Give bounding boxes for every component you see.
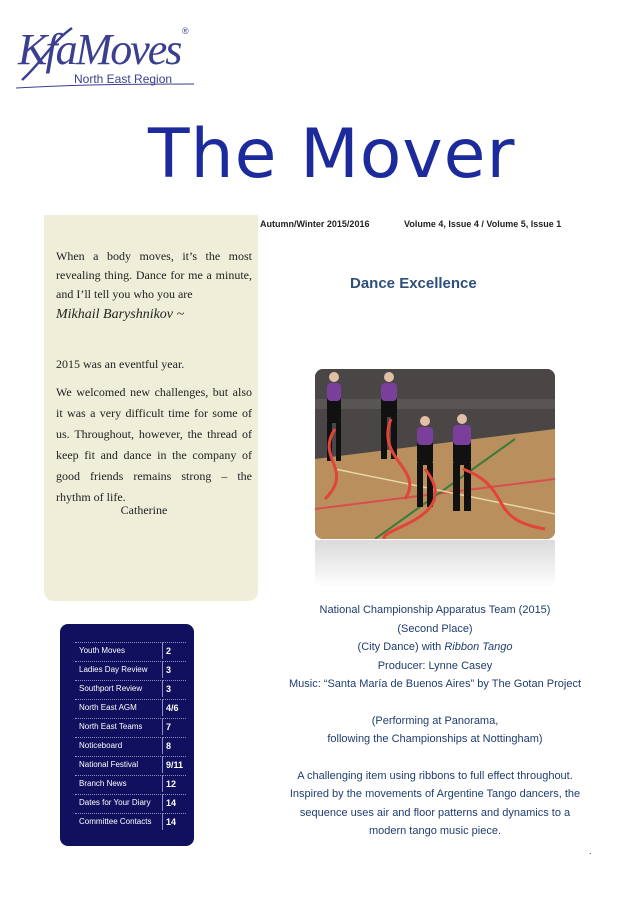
contents-label: North East Teams	[75, 718, 161, 735]
contents-page-number: 14	[162, 794, 186, 811]
caption-line-3	[262, 638, 608, 657]
caption-line-11: modern tango music piece.	[368, 825, 502, 837]
contents-page-number: 14	[162, 813, 186, 830]
contents-row[interactable]	[75, 737, 185, 756]
kfa-moves-logo	[12, 22, 202, 94]
sidebar-paragraph-2: We welcomed new challenges, but also it was a very difficult time for some of us. Throughout, however, the thread of keep fit and dance in the company of good friends remains strong – the rhythm of life.	[56, 385, 252, 504]
issue-volume: Volume 4, Issue 4 / Volume 5, Issue 1	[404, 219, 562, 229]
caption-line-9: Inspired by the movements of Argentine Tango dancers, the	[289, 788, 581, 800]
contents-label: Ladies Day Review	[75, 661, 161, 678]
issue-season: Autumn/Winter 2015/2016	[260, 219, 370, 229]
logo-brand: KfaMoves	[18, 25, 181, 74]
contents-page-number: 12	[162, 775, 186, 792]
contents-row[interactable]	[75, 642, 185, 661]
contents-label: Southport Review	[75, 680, 161, 697]
photo-reflection	[315, 540, 555, 588]
contents-row[interactable]	[75, 699, 185, 718]
contents-label: Noticeboard	[75, 737, 161, 754]
contents-row[interactable]	[75, 794, 185, 813]
logo-region: North East Region	[74, 72, 173, 86]
contents-row[interactable]	[75, 680, 185, 699]
contents-label: Youth Moves	[75, 642, 161, 659]
quote-text: When a body moves, it’s the most revealing thing. Dance for me a minute, and I’ll tell you who you are	[56, 249, 252, 301]
contents-label: North East AGM	[75, 699, 161, 716]
caption-line-2: (Second Place)	[397, 622, 473, 635]
contents-row[interactable]	[75, 775, 185, 794]
caption-line-3-title: Ribbon Tango	[444, 641, 513, 653]
contents-row[interactable]	[75, 718, 185, 737]
caption-line-3-prefix: (City Dance) with	[357, 641, 445, 653]
contents-page-number: 3	[162, 661, 186, 678]
contents-label: National Festival	[75, 756, 161, 773]
contents-label: Dates for Your Diary	[75, 794, 161, 811]
sidebar-paragraph-1: 2015 was an eventful year.	[56, 357, 185, 371]
contents-page-number: 4/6	[162, 699, 186, 716]
contents-row[interactable]	[75, 661, 185, 680]
contents-page-number: 2	[162, 642, 186, 659]
contents-page-number: 3	[162, 680, 186, 697]
dance-team-photo	[315, 369, 555, 539]
caption-line-5: Music: “Santa María de Buenos Aires” by The Gotan Project	[288, 678, 582, 690]
contents-label: Committee Contacts	[75, 813, 161, 830]
caption-line-8: A challenging item using ribbons to full effect throughout.	[297, 769, 573, 782]
caption-line-4: Producer: Lynne Casey	[377, 659, 493, 672]
sidebar-signoff: Catherine	[120, 503, 168, 517]
caption-line-7: following the Championships at Nottingham)	[327, 733, 543, 745]
contents-page-number: 8	[162, 737, 186, 754]
caption-line-1: National Championship Apparatus Team (2015)	[319, 604, 551, 616]
photo-caption	[262, 601, 608, 841]
caption-line-6: (Performing at Panorama,	[371, 714, 499, 727]
contents-row[interactable]	[75, 756, 185, 775]
article-headline: Dance Excellence	[350, 275, 477, 292]
contents-label: Branch News	[75, 775, 161, 792]
dance-photo-illustration	[315, 369, 555, 539]
contents-page-number: 7	[162, 718, 186, 735]
contents-page-number: 9/11	[162, 756, 186, 773]
caption-line-10: sequence uses air and floor patterns and dynamics to a	[299, 806, 571, 819]
contents-list	[75, 642, 185, 832]
contents-row[interactable]	[75, 813, 185, 832]
logo-registered-mark: ®	[182, 26, 189, 36]
quote-author: Mikhail Baryshnikov ~	[56, 307, 185, 322]
newsletter-title: The Mover	[148, 115, 516, 194]
page-marker: .	[589, 846, 592, 856]
